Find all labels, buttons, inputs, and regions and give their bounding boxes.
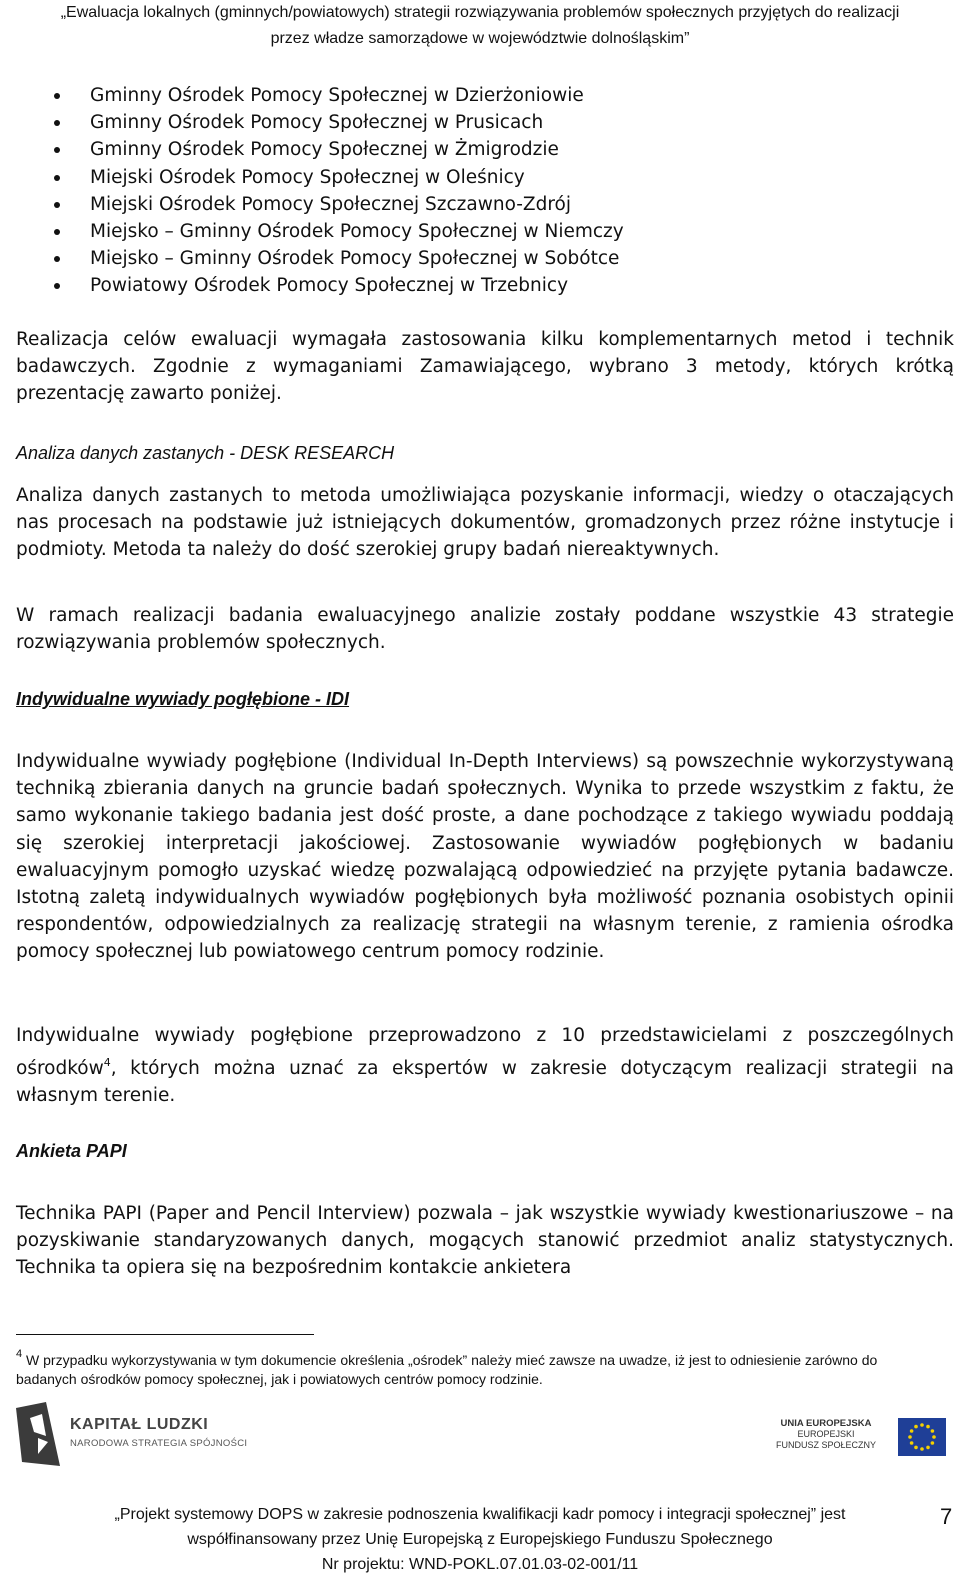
- page-number: 7: [940, 1504, 953, 1529]
- logo-subtitle: NARODOWA STRATEGIA SPÓJNOŚCI: [70, 1438, 248, 1449]
- intro-paragraph: Realizacja celów ewaluacji wymagała zastosowania kilku komplementarnych metod i technik badawczych. Zgodnie z wymaganiami Zamawiającego, wybrano 3 metody, których krótką prezentację zawarto poniżej.: [16, 329, 954, 405]
- list-item: Miejski Ośrodek Pomocy Społecznej w Oleśnicy: [52, 164, 932, 191]
- list-item: Miejski Ośrodek Pomocy Społecznej Szczawno-Zdrój: [52, 191, 932, 218]
- list-item: Miejsko – Gminny Ośrodek Pomocy Społecznej w Sobótce: [52, 245, 932, 272]
- footnote-ref[interactable]: 4: [103, 1056, 111, 1070]
- papi-paragraph-1: Technika PAPI (Paper and Pencil Interview) pozwala – jak wszystkie wywiady kwestionariuszowe – na pozyskiwanie standaryzowanych danych, mogących stanowić przedmiot analiz statystycznych. Technika ta opiera się na bezpośrednim kontakcie ankietera: [16, 1203, 954, 1279]
- idi-paragraph-1: Indywidualne wywiady pogłębione (Individual In-Depth Interviews) są powszechnie wykorzystywaną techniką zbierania danych na gruncie badań społecznych. Wynika to przede wszystkim z faktu, że samo wykonanie takiego badania jest dość proste, a dane pochodzące z takiego wywiadu poddają się szerokiej interpretacji jakościowej. Zastosowanie wywiadów pogłębionych w badaniu ewaluacyjnym pomogło uzyskać wiedzę pozwalającą odpowiedzieć na przyjęte pytania badawcze. Istotną zaletą indywidualnych wywiadów pogłębionych była możliwość poznania osobistych opinii respondentów, odpowiedzialnych za realizację strategii na własnym terenie, z ramienia ośrodka pomocy społecznej lub powiatowego centrum pomocy rodzinie.: [16, 751, 954, 963]
- header-line-2: przez władze samorządowe w województwie dolnośląskim”: [270, 30, 690, 47]
- list-item: Gminny Ośrodek Pomocy Społecznej w Dzierżoniowie: [52, 82, 932, 109]
- list-item: Miejsko – Gminny Ośrodek Pomocy Społecznej w Niemczy: [52, 218, 932, 245]
- logo-title: KAPITAŁ LUDZKI: [70, 1416, 209, 1433]
- footer-line-3: Nr projektu: WND-POKL.07.01.03-02-001/11: [321, 1556, 639, 1573]
- list-item: Gminny Ośrodek Pomocy Społecznej w Prusicach: [52, 109, 932, 136]
- footnote: [16, 1345, 936, 1389]
- kapital-ludzki-logo: [16, 1398, 256, 1470]
- footnote-divider: [16, 1334, 314, 1335]
- list-item: Powiatowy Ośrodek Pomocy Społecznej w Trzebnicy: [52, 272, 932, 299]
- footnote-number: 4: [16, 1348, 23, 1360]
- list-item: Gminny Ośrodek Pomocy Społecznej w Żmigrodzie: [52, 136, 932, 163]
- desk-paragraph-1: Analiza danych zastanych to metoda umożliwiająca pozyskanie informacji, wiedzy o otaczających nas procesach na podstawie już istniejących dokumentów, gromadzonych przez różne instytucje i podmioty. Metoda ta należy do dość szerokiej grupy badań niereaktywnych.: [16, 485, 954, 561]
- page-footer: [0, 1502, 960, 1577]
- footer-line-2: współfinansowany przez Unię Europejską z Europejskiego Funduszu Społecznego: [187, 1531, 773, 1548]
- eu-logo: [770, 1404, 960, 1468]
- running-header: [0, 0, 960, 52]
- eu-logo-text: UNIA EUROPEJSKA EUROPEJSKI FUNDUSZ SPOŁECZNY: [776, 1418, 877, 1450]
- idi-paragraph-2: Indywidualne wywiady pogłębione przeprowadzono z 10 przedstawicielami z poszczególnych ośrodków$^4$, których można uznać za ekspertów w zakresie dotyczącym realizacji strategii na własnym terenie.: [16, 1025, 954, 1107]
- footnote-text: W przypadku wykorzystywania w tym dokumencie określenia „ośrodek” należy mieć zawsze na uwadze, iż jest to odniesienie zarówno do badanych ośrodków pomocy społecznej, jak i powiatowych centrów pomocy rodzinie.: [16, 1352, 878, 1387]
- desk-research-heading: Analiza danych zastanych - DESK RESEARCH: [16, 443, 395, 463]
- institution-list: [52, 82, 932, 300]
- header-line-1: „Ewaluacja lokalnych (gminnych/powiatowych) strategii rozwiązywania problemów społecznych przyjętych do realizacji: [60, 4, 900, 21]
- idi-heading: Indywidualne wywiady pogłębione - IDI: [16, 689, 350, 709]
- kapital-ludzki-emblem-icon: [16, 1402, 60, 1466]
- papi-heading: Ankieta PAPI: [16, 1141, 127, 1161]
- footer-line-1: „Projekt systemowy DOPS w zakresie podnoszenia kwalifikacji kadr pomocy i integracji społecznej” jest: [114, 1506, 846, 1523]
- eu-flag-icon: [898, 1418, 946, 1456]
- desk-paragraph-2: W ramach realizacji badania ewaluacyjnego analizie zostały poddane wszystkie 43 strategie rozwiązywania problemów społecznych.: [16, 605, 954, 654]
